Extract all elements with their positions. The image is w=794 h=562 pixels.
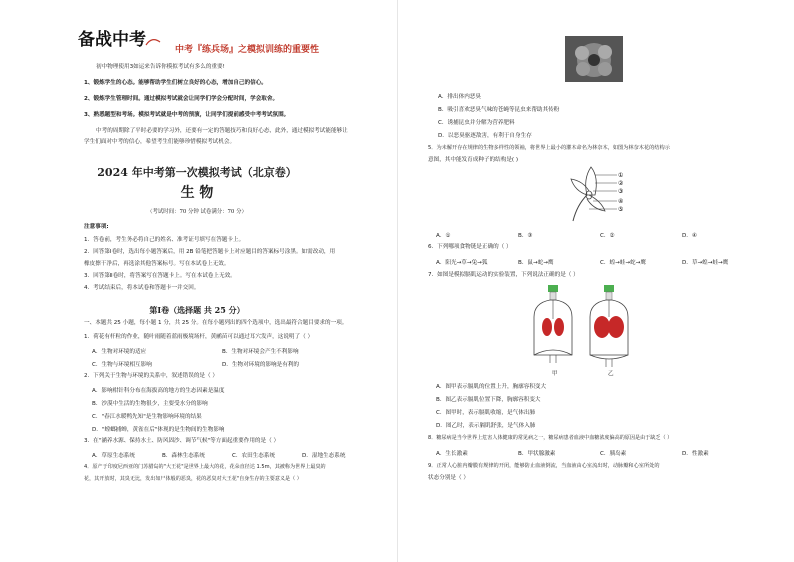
banner-title: 中考『练兵场』之模拟训练的重要性 — [175, 45, 320, 55]
point-3: 3、熟悉题型和考场。模拟考试就是中考的预演，让同学们提前感受中考考试氛围。 — [84, 112, 290, 118]
question-9-line-1: 9．正常人心脏内瓣膜有规律的开闭，能够防止血液倒流，当血液由心室流出时，动脉瓣和心室所处的 — [428, 463, 660, 469]
subject-title: 生 物 — [180, 185, 214, 201]
bell-jar-diagram — [528, 283, 638, 369]
question-3: 3．在"涵养水源、保持水土、防风固沙、调节气候"等方面起重要作用的是（ ） — [84, 438, 280, 444]
left-page — [0, 0, 394, 562]
point-2: 2、锻炼学生管理时间。通过模拟考试就会让同学们学会分配时间，学会取舍。 — [84, 96, 279, 102]
q2-option-a[interactable]: A．影响柑针科分布在海拔高的地方的生态因素是温度 — [92, 388, 225, 394]
note-2: 2．回答第Ⅰ卷时，选出每小题答案后，用 2B 铅笔把答题卡上对应题目的答案标号涂黑。如需改动，用 — [84, 249, 336, 255]
question-7: 7．如图是模拟膈肌运动的实验装置，下列说法正确的是（ ） — [428, 272, 579, 278]
question-2: 2．下列关于生物与环境的关系中，叙述错误的是（ ） — [84, 373, 218, 379]
q3-option-c[interactable]: C．农田生态系统 — [232, 453, 276, 459]
question-5-line-2: 意图，其中能发育成种子的结构是( ) — [428, 157, 519, 163]
q3-option-b[interactable]: B．森林生态系统 — [162, 453, 205, 459]
q6-option-c[interactable]: C．蝗→蛙→蛇→鹰 — [600, 260, 646, 266]
q2-option-b[interactable]: B．沙漠中生活的生物很少，主要受水分的影响 — [92, 401, 208, 407]
q1-option-d[interactable]: D．生物对环境的影响是有利的 — [222, 362, 300, 368]
rafflesia-photo — [565, 36, 623, 82]
flower-label-2: ② — [618, 180, 624, 187]
question-6: 6．下列哪项食物链是正确的（ ） — [428, 244, 512, 250]
q8-option-b[interactable]: B．甲状腺激素 — [518, 451, 556, 457]
q8-option-d[interactable]: D．性激素 — [682, 451, 709, 457]
flower-label-3: ③ — [618, 188, 624, 195]
q3-option-a[interactable]: A．草原生态系统 — [92, 453, 135, 459]
q6-option-b[interactable]: B．鼠→蛇→鹰 — [518, 260, 554, 266]
q5-option-c[interactable]: C．② — [600, 233, 615, 239]
summary-line-2: 学生们面对中考的信心，希望考生们能够珍惜模拟考试机会。 — [84, 139, 236, 145]
page-divider — [397, 0, 398, 562]
q6-option-a[interactable]: A．阳光→草→兔→狐 — [436, 260, 488, 266]
question-1: 1．荷花有杆粒的作业，随叶雨随着蓝雨极境场杆，黄鹂苗可以通过耳穴发声，这说明了（ ） — [84, 334, 314, 340]
q4-option-d[interactable]: D．以恶臭驱逐敌害，有利于自身生存 — [438, 133, 532, 139]
flower-diagram — [565, 165, 640, 223]
notes-heading: 注意事项: — [84, 224, 109, 230]
q4-option-c[interactable]: C．诱捕昆虫并分解为营养肥料 — [438, 120, 515, 126]
q6-option-d[interactable]: D．草→蝗→蛙→鹰 — [682, 260, 729, 266]
section-intro: 一、本题共 25 小题，每小题 1 分，共 25 分。在每小题列出的四个选项中，选出最符合题目要求的一项。 — [84, 320, 348, 326]
flower-label-1: ① — [618, 172, 624, 179]
q7-option-d[interactable]: D．图乙时，表示膈肌舒张，是气体入肺 — [436, 423, 536, 429]
q1-option-b[interactable]: B．生物对环境会产生不利影响 — [222, 349, 299, 355]
point-1: 1、锻炼学生的心态。能够帮助学生们树立良好的心态，增加自己的信心。 — [84, 80, 267, 86]
logo-text: 备战中考 — [78, 30, 146, 50]
bell-jar-b — [590, 285, 628, 367]
bell-jar-a — [534, 285, 572, 363]
question-4-line-2: 花，其开放时，其臭无比，发出如尸体般的恶臭，花的恶臭对大王花"自身生存的主要意义是（ ） — [84, 476, 302, 482]
q5-option-a[interactable]: A．① — [436, 233, 451, 239]
right-page — [400, 0, 794, 562]
q8-option-c[interactable]: C．胰岛素 — [600, 451, 627, 457]
q4-option-a[interactable]: A．排出体内恶臭 — [438, 94, 481, 100]
q4-option-b[interactable]: B．吸引喜欢恶臭气味的苍蝇等昆虫来帮助其传粉 — [438, 107, 560, 113]
q2-option-d[interactable]: D．"螳螂捕蝉，黄雀在后"体现的是生物间的生物影响 — [92, 427, 225, 433]
question-8: 8．糖尿病是当今世界上危害人体健康的常见病之一，糖尿病患者血液中血糖浓度偏高的原因是由于缺乏（ ） — [428, 435, 673, 441]
q8-option-a[interactable]: A．生长激素 — [436, 451, 468, 457]
caption-yi: 乙 — [608, 371, 614, 377]
caption-jia: 甲 — [552, 371, 558, 377]
intro-text: 初中物理使用3如运来告诉你模拟考试有多么的重要! — [96, 64, 225, 70]
exam-title: 2024 年中考第一次模拟考试（北京卷） — [97, 166, 297, 179]
question-9-line-2: 状态分别是（ ） — [428, 475, 469, 481]
question-4-line-1: 4．原产于印度尼西亚的门苏腊岛的"大王花"是世界上最大的花，花朵直径达 1.5m，其被称为世界上最臭的 — [84, 464, 326, 470]
note-4: 4．考试结束后，将本试卷和答题卡一并交回。 — [84, 285, 200, 291]
q3-option-d[interactable]: D．湿地生态系统 — [302, 453, 346, 459]
brand-logo — [78, 28, 164, 50]
summary-line-1: 中考的周期除了平时必要的学习外，还要有一定的答题技巧和良好心态，此外，通过模拟考试能能够让 — [96, 128, 348, 134]
note-3: 3．回答第Ⅱ卷时，将答案写在答题卡上。写在本试卷上无效。 — [84, 273, 236, 279]
q1-option-a[interactable]: A．生物对环境的适应 — [92, 349, 147, 355]
flower-label-5: ⑤ — [618, 206, 624, 213]
exam-info: （考试时间：70 分钟 试卷满分：70 分） — [147, 209, 247, 215]
q7-option-c[interactable]: C．图甲时，表示膈肌收缩，是气体出肺 — [436, 410, 536, 416]
q7-option-b[interactable]: B．图乙表示膈肌位置下降，胸廓容积变大 — [436, 397, 541, 403]
q5-option-b[interactable]: B．③ — [518, 233, 533, 239]
section-heading: 第Ⅰ卷（选择题 共 25 分） — [149, 305, 245, 315]
q7-option-a[interactable]: A．图甲表示膈肌的位置上升，胸廓容积变大 — [436, 384, 547, 390]
q5-option-d[interactable]: D．④ — [682, 233, 697, 239]
flower-label-4: ④ — [618, 198, 624, 205]
question-5-line-1: 5．为未解开存在规律的生物多样性的领袖，将世界上最小的灌木命名为林奈木，如图为林奈木花的结构示 — [428, 145, 670, 151]
q1-option-c[interactable]: C．生物与环境相互影响 — [92, 362, 152, 368]
q2-option-c[interactable]: C．"春江水暖鸭先知"是生物影响环境的结果 — [92, 414, 202, 420]
note-1: 1．答卷前，考生务必将自己的姓名、准考证号填写在答题卡上。 — [84, 237, 245, 243]
note-2b: 橡皮擦干净后，再选涂其他答案标号。写在本试卷上无效。 — [84, 261, 230, 267]
